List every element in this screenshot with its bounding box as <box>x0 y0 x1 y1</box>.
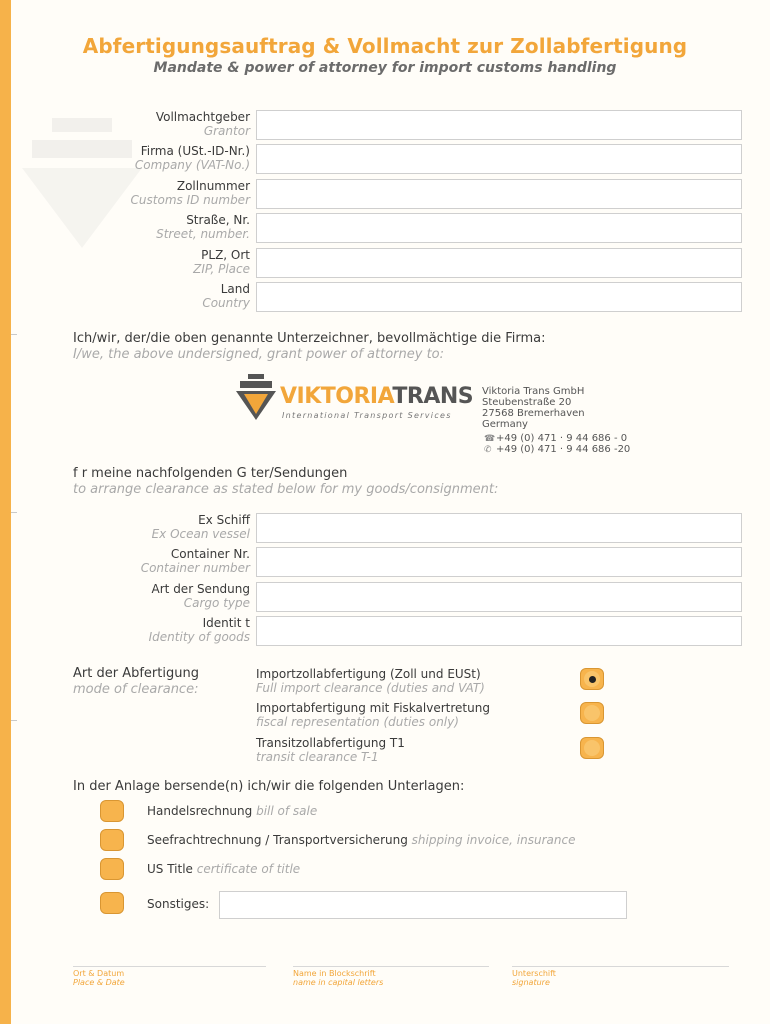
field-label <box>120 144 250 172</box>
heading-de: In der Anlage bersende(n) ich/wir die folgenden Unterlagen: <box>73 779 465 794</box>
address-line: Germany <box>482 419 528 430</box>
enclosure-de: Sonstiges: <box>147 897 210 911</box>
label-en: Cargo type <box>183 596 250 610</box>
enclosure-de: US Title <box>147 862 193 876</box>
form-subtitle: Mandate & power of attorney for import customs handling <box>153 60 617 76</box>
identity-input[interactable] <box>256 616 742 646</box>
sig-label-en: Place & Date <box>73 978 125 987</box>
label-de: PLZ, Ort <box>201 248 250 262</box>
option-en: fiscal representation (duties only) <box>256 715 459 729</box>
zip-place-input[interactable] <box>256 248 742 278</box>
label-en: Grantor <box>203 124 250 138</box>
sig-label-de: Name in Blockschrift <box>293 969 376 978</box>
option-en: transit clearance T-1 <box>256 750 379 764</box>
fold-mark <box>11 334 17 335</box>
field-label <box>120 282 250 310</box>
label-de: Identit t <box>202 616 250 630</box>
signature-sign[interactable] <box>512 966 729 987</box>
container-input[interactable] <box>256 547 742 577</box>
label-en: Identity of goods <box>148 630 250 644</box>
logo-tagline: International Transport Services <box>282 411 452 420</box>
enclosure-en: certificate of title <box>196 862 301 876</box>
enclosure-checkbox-bill-of-sale[interactable] <box>100 800 124 822</box>
label-en: Customs ID number <box>130 193 250 207</box>
label-de: Zollnummer <box>176 179 250 193</box>
company-address <box>482 386 585 430</box>
fax-line <box>484 444 630 456</box>
option-de: Importabfertigung mit Fiskalvertretung <box>256 701 490 715</box>
label-de: Art der Sendung <box>151 582 250 596</box>
enclosure-en: bill of sale <box>256 804 318 818</box>
field-label <box>120 248 250 276</box>
clearance-option-fiscal <box>256 701 490 729</box>
option-de: Importzollabfertigung (Zoll und EUSt) <box>256 667 481 681</box>
enclosure-checkbox-other[interactable] <box>100 892 124 914</box>
field-label <box>120 110 250 138</box>
label-en: Country <box>202 296 250 310</box>
clearance-option-transit <box>256 736 405 764</box>
heading-de: Art der Abfertigung <box>73 666 199 681</box>
company-logo <box>236 374 474 424</box>
enclosure-checkbox-shipping-invoice[interactable] <box>100 829 124 851</box>
clearance-radio-full[interactable] <box>580 668 604 690</box>
fax-icon: ✆ <box>484 445 492 455</box>
phone-icon: ☎ <box>484 434 496 444</box>
heading-en: to arrange clearance as stated below for my goods/consignment: <box>73 482 499 497</box>
other-documents-input[interactable] <box>219 891 627 919</box>
label-de: Ex Schiff <box>198 513 250 527</box>
form-title: Abfertigungsauftrag & Vollmacht zur Zollabfertigung <box>82 34 688 58</box>
enclosure-de: Handelsrechnung <box>147 804 253 818</box>
label-de: Firma (USt.-ID-Nr.) <box>140 144 250 158</box>
country-input[interactable] <box>256 282 742 312</box>
address-line: Steubenstraße 20 <box>482 397 572 408</box>
fax-number: +49 (0) 471 · 9 44 686 -20 <box>496 444 631 455</box>
phone-number: +49 (0) 471 · 9 44 686 - 0 <box>496 433 628 444</box>
label-de: Land <box>220 282 250 296</box>
field-label <box>120 547 250 575</box>
signature-place-date[interactable] <box>73 966 266 987</box>
sig-label-de: Ort & Datum <box>73 969 125 978</box>
street-input[interactable] <box>256 213 742 243</box>
clearance-heading <box>73 666 199 698</box>
heading-en: mode of clearance: <box>73 682 199 697</box>
logo-part-trans: TRANS <box>392 384 474 409</box>
enclosures-heading <box>73 779 464 795</box>
authorization-heading <box>73 331 546 363</box>
label-en: Street, number. <box>156 227 250 241</box>
logo-wordmark <box>280 384 473 409</box>
enclosure-label <box>147 833 575 847</box>
fold-mark <box>11 512 17 513</box>
sig-label-en: signature <box>512 978 550 987</box>
enclosure-de: Seefrachtrechnung / Transportversicherung <box>147 833 408 847</box>
label-de: Vollmachtgeber <box>155 110 250 124</box>
sig-label-en: name in capital letters <box>293 978 384 987</box>
logo-part-viktoria: VIKTORIA <box>280 384 393 409</box>
sig-label-de: Unterschift <box>512 969 556 978</box>
enclosure-label <box>147 897 209 911</box>
address-line: 27568 Bremerhaven <box>482 408 585 419</box>
address-line: Viktoria Trans GmbH <box>482 386 585 397</box>
option-de: Transitzollabfertigung T1 <box>256 736 405 750</box>
heading-de: Ich/wir, der/die oben genannte Unterzeichner, bevollmächtige die Firma: <box>73 331 546 346</box>
company-input[interactable] <box>256 144 742 174</box>
label-en: Container number <box>140 561 250 575</box>
label-de: Container Nr. <box>170 547 250 561</box>
clearance-option-full <box>256 667 485 695</box>
clearance-radio-transit[interactable] <box>580 737 604 759</box>
enclosure-en: shipping invoice, insurance <box>411 833 576 847</box>
enclosure-checkbox-us-title[interactable] <box>100 858 124 880</box>
enclosure-label <box>147 804 317 818</box>
vessel-input[interactable] <box>256 513 742 543</box>
heading-en: I/we, the above undersigned, grant power of attorney to: <box>73 347 444 362</box>
label-en: Company (VAT-No.) <box>134 158 250 172</box>
field-label <box>120 213 250 241</box>
field-label <box>120 616 250 644</box>
field-label <box>120 513 250 541</box>
side-accent-bar <box>0 0 11 1024</box>
option-en: Full import clearance (duties and VAT) <box>256 681 485 695</box>
field-label <box>120 582 250 610</box>
label-en: ZIP, Place <box>193 262 250 276</box>
customs-id-input[interactable] <box>256 179 742 209</box>
logo-mark-icon <box>236 374 276 422</box>
label-en: Ex Ocean vessel <box>151 527 250 541</box>
goods-heading <box>73 466 498 498</box>
label-de: Straße, Nr. <box>186 213 250 227</box>
cargo-type-input[interactable] <box>256 582 742 612</box>
signature-name[interactable] <box>293 966 489 987</box>
clearance-radio-fiscal[interactable] <box>580 702 604 724</box>
enclosure-label <box>147 862 300 876</box>
grantor-input[interactable] <box>256 110 742 140</box>
heading-de: f r meine nachfolgenden G ter/Sendungen <box>73 466 348 481</box>
fold-mark <box>11 720 17 721</box>
field-label <box>120 179 250 207</box>
